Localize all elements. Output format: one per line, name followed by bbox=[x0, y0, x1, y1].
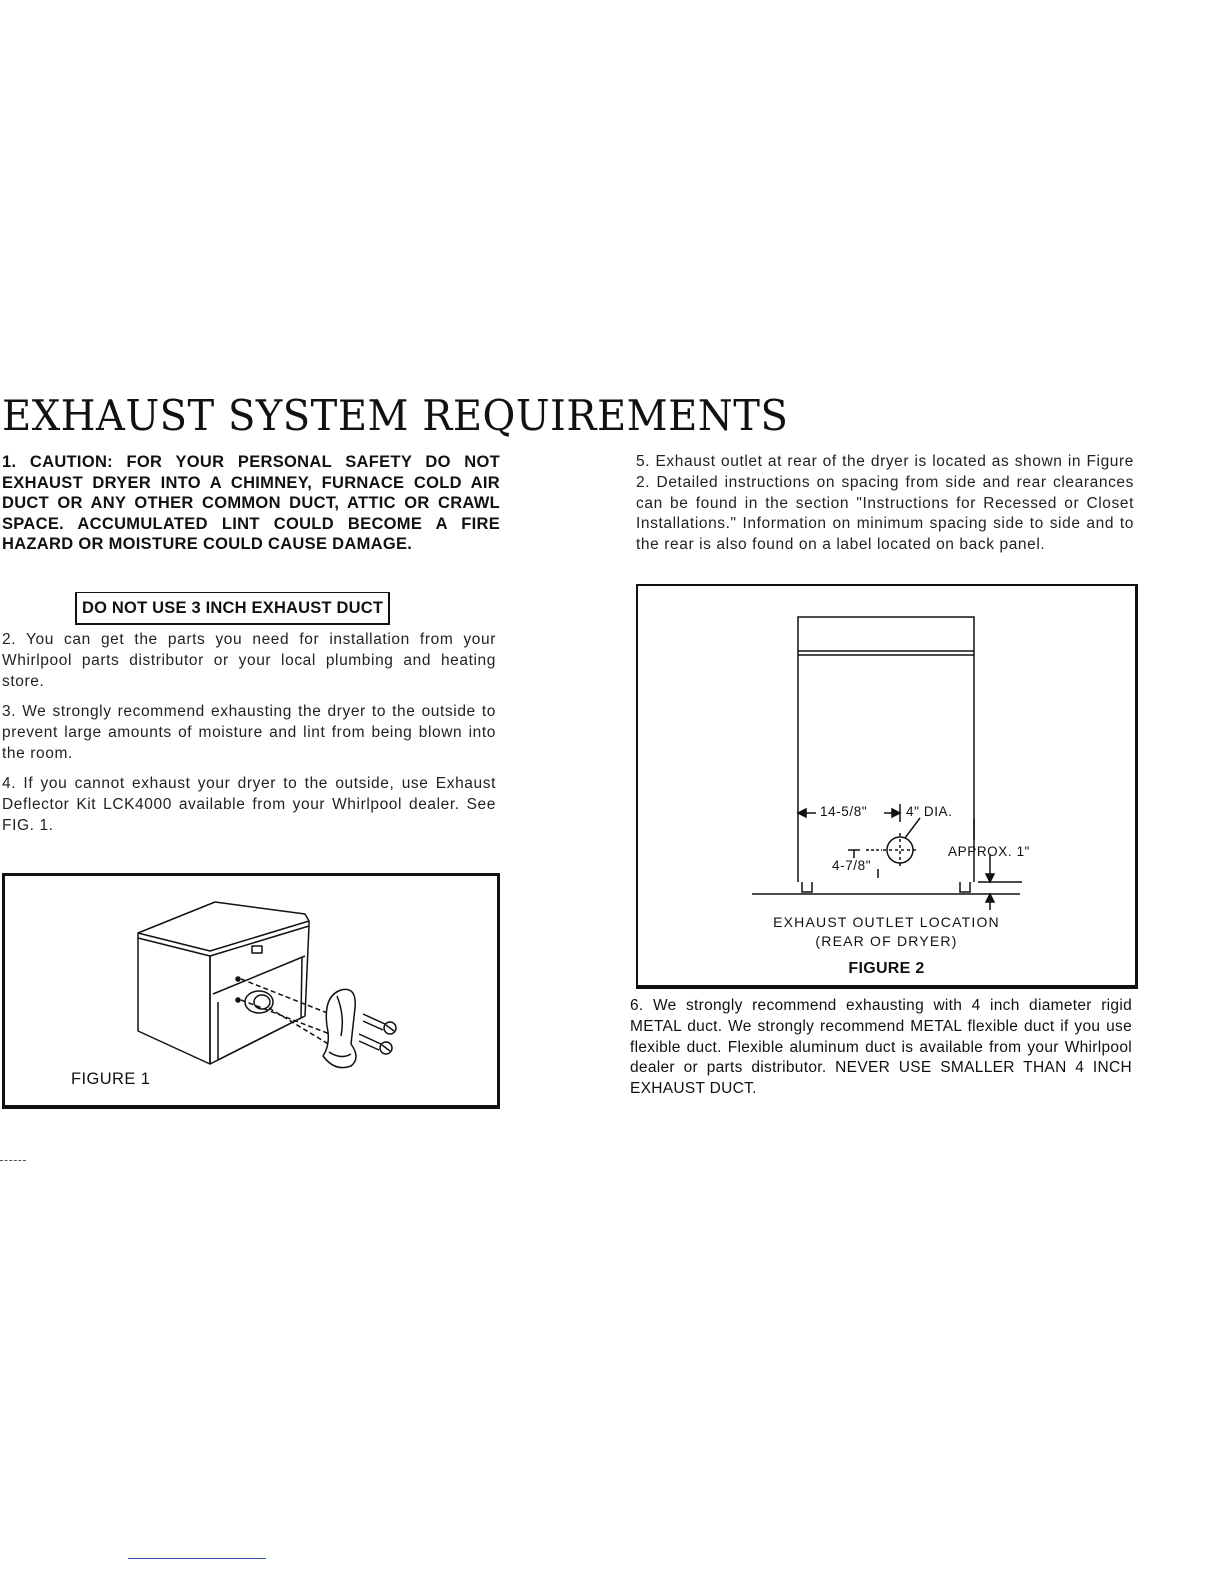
caution-paragraph: 1. CAUTION: FOR YOUR PERSONAL SAFETY DO NOT EXHAUST DRYER INTO A CHIMNEY, FURNACE COLD AIR DUCT OR ANY OTHER COMMON DUCT, ATTIC OR CRAWL SPACE. ACCUMULATED LINT COULD BECOME A FIRE HAZARD OR MOISTURE COULD CAUSE DAMAGE. bbox=[2, 453, 500, 554]
dim-diameter: 4" DIA. bbox=[906, 804, 953, 819]
dim-side-distance: 14-5/8" bbox=[820, 804, 868, 819]
figure-2-label-line2: (REAR OF DRYER) bbox=[815, 933, 958, 949]
figure-1-caption: FIGURE 1 bbox=[71, 1070, 151, 1088]
paragraph-deflector-kit: 4. If you cannot exhaust your dryer to the outside, use Exhaust Deflector Kit LCK4000 available from your Whirlpool dealer. See FIG. 1. bbox=[2, 775, 496, 834]
page-title: EXHAUST SYSTEM REQUIREMENTS bbox=[2, 392, 789, 441]
dim-approx: APPROX. 1" bbox=[948, 844, 1031, 859]
paragraph-parts-source: 2. You can get the parts you need for installation from your Whirlpool parts distributor or your local plumbing and heating store. bbox=[2, 631, 496, 690]
footer-rule bbox=[128, 1558, 266, 1559]
paragraph-duct-recommendation: 6. We strongly recommend exhausting with 4 inch diameter rigid METAL duct. We strongly recommend METAL flexible duct if you use flexible duct. Flexible aluminum duct is available from your Whirlpool dealer or parts distributor. NEVER USE SMALLER THAN 4 INCH EXHAUST DUCT. bbox=[630, 997, 1132, 1098]
paragraph-exhaust-outside: 3. We strongly recommend exhausting the dryer to the outside to prevent large amounts of moisture and lint from being blown into the room. bbox=[2, 703, 496, 762]
paragraph-outlet-location: 5. Exhaust outlet at rear of the dryer is located as shown in Figure 2. Detailed instructions on spacing from side and rear clearances can be found in the section "Instructions for Recessed or Closet Installations." Information on minimum spacing side to side and to the rear is also found on a label located on back panel. bbox=[636, 453, 1134, 554]
figure-2-label-line1: EXHAUST OUTLET LOCATION bbox=[773, 914, 1000, 930]
figure-1 bbox=[2, 873, 500, 1109]
figure-2-caption: FIGURE 2 bbox=[848, 960, 925, 977]
dim-height: 4-7/8" bbox=[832, 858, 872, 873]
figure-2 bbox=[636, 584, 1138, 989]
warning-box: DO NOT USE 3 INCH EXHAUST DUCT bbox=[75, 592, 390, 625]
scan-mark bbox=[0, 1160, 26, 1161]
